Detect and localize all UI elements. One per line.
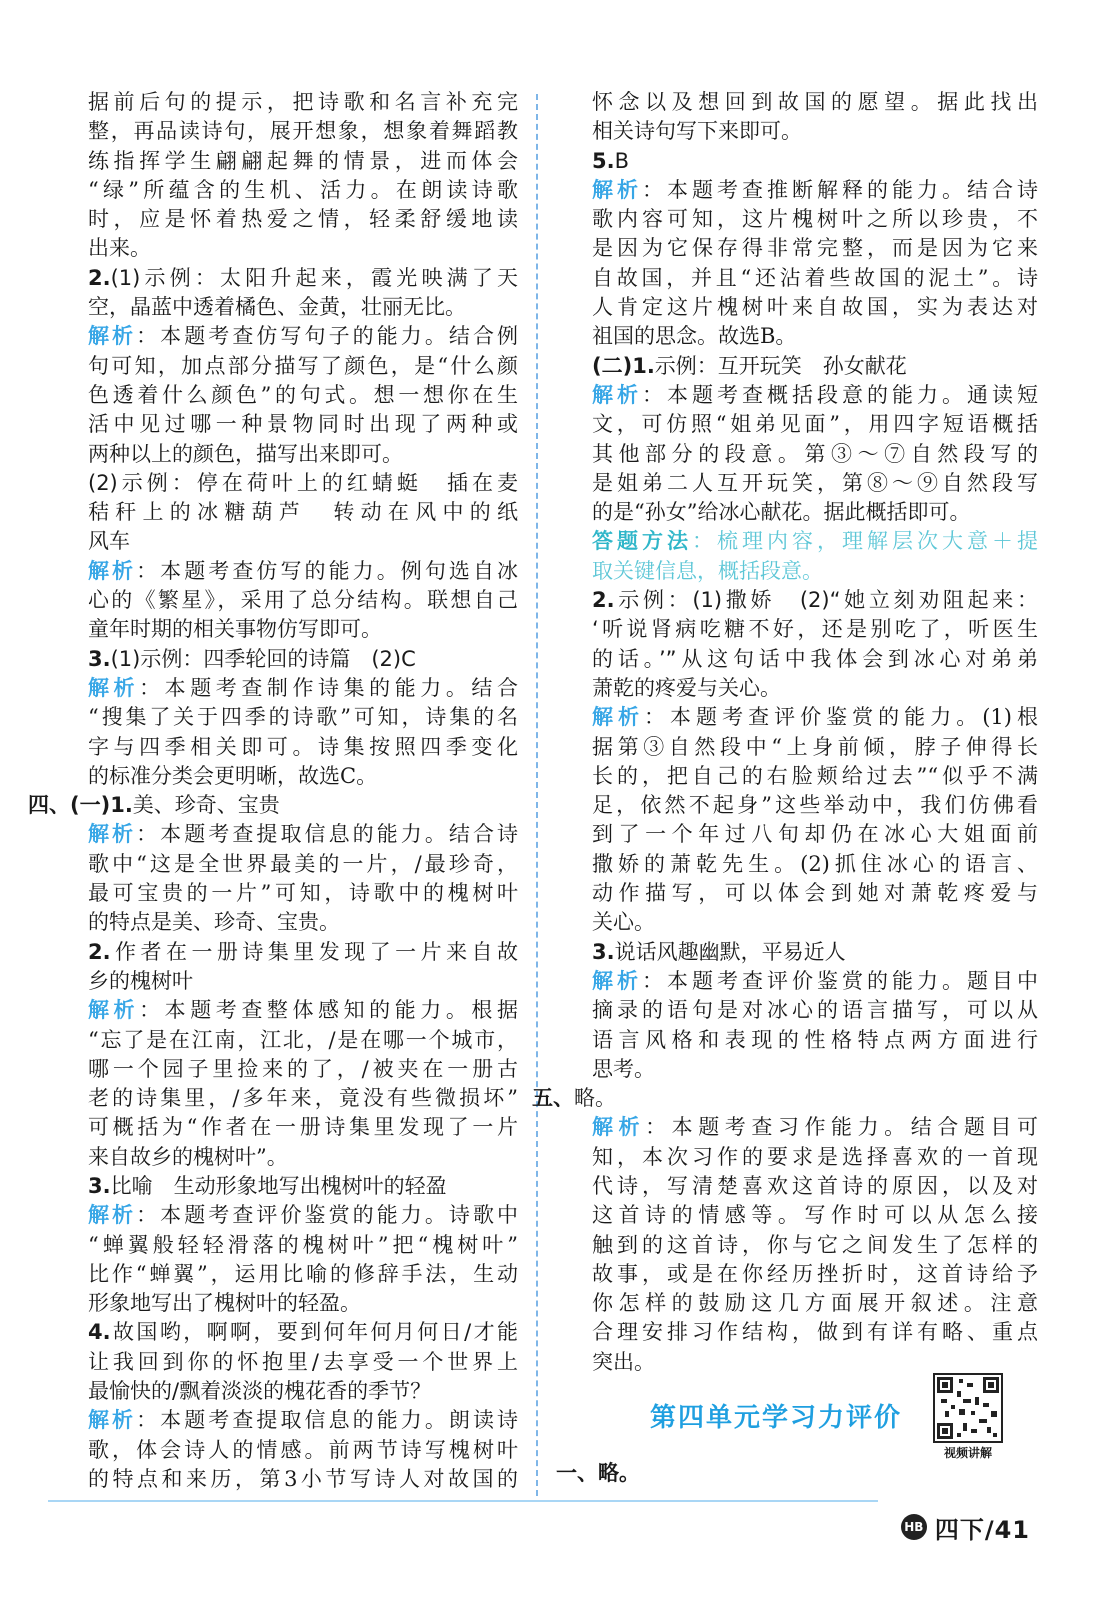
text-line xyxy=(56,820,518,849)
body-text: 活中见过哪一种景物同时出现了两种或 xyxy=(88,412,518,437)
text-line xyxy=(560,352,1038,381)
text-line xyxy=(56,117,518,146)
text-line xyxy=(560,586,1038,615)
text-line xyxy=(56,1465,518,1494)
answer-text: 空，晶蓝中透着橘色、金黄，壮丽无比。 xyxy=(88,295,466,320)
body-text: 的是“孙女”给冰心献花。据此概括即可。 xyxy=(592,500,971,525)
text-line xyxy=(56,147,518,176)
text-line xyxy=(560,527,1038,556)
body-text: 的特点是美、珍奇、宝贵。 xyxy=(88,910,340,935)
footer-rule xyxy=(48,1500,878,1502)
body-text: ：本题考查概括段意的能力。通读短 xyxy=(642,382,1038,407)
method-text: 取关键信息，概括段意。 xyxy=(592,558,823,583)
body-text: 比作“蝉翼”，运用比喻的修辞手法，生动 xyxy=(88,1261,518,1286)
answer-text: (1)示例：太阳升起来，霞光映满了天 xyxy=(110,265,518,290)
section-one-answer: 一、略。 xyxy=(556,1461,640,1485)
body-text: 祖国的思念。故选B。 xyxy=(592,324,797,349)
body-text: 歌中“这是全世界最美的一片，/最珍奇， xyxy=(88,851,518,876)
text-line xyxy=(56,967,518,996)
body-text: 文，可仿照“姐弟见面”，用四字短语概括 xyxy=(592,412,1038,437)
body-text: “忘了是在江南，江北，/是在哪一个城市， xyxy=(88,1027,518,1052)
body-text: 句可知，加点部分描写了颜色，是“什么颜 xyxy=(88,353,518,378)
text-line xyxy=(560,440,1038,469)
body-text: 突出。 xyxy=(592,1349,655,1374)
body-text: ：本题考查评价鉴赏的能力。诗歌中 xyxy=(136,1203,518,1228)
analysis-tag: 解析 xyxy=(592,705,645,730)
text-line xyxy=(56,996,518,1025)
text-line xyxy=(56,410,518,439)
text-line xyxy=(56,264,518,293)
left-column xyxy=(28,88,518,1494)
text-line xyxy=(56,703,518,732)
answer-text: 略。 xyxy=(574,1086,616,1111)
text-line xyxy=(56,1436,518,1465)
text-line xyxy=(560,762,1038,791)
body-text: 据第③自然段中“上身前倾，脖子伸得长 xyxy=(592,734,1038,759)
text-line xyxy=(56,469,518,498)
text-line xyxy=(56,674,518,703)
question-number: 5. xyxy=(592,148,615,173)
text-line xyxy=(560,1113,1038,1142)
text-line xyxy=(56,1318,518,1347)
body-text: ：本题考查评价鉴赏的能力。(1)根 xyxy=(644,705,1038,730)
body-text: 出来。 xyxy=(88,236,151,261)
body-text: 老的诗集里，/多年来，竟没有些微损坏” xyxy=(88,1086,518,1111)
page-footer xyxy=(901,1510,1030,1544)
analysis-tag: 解析 xyxy=(88,324,137,349)
text-line xyxy=(56,293,518,322)
text-line xyxy=(560,967,1038,996)
page-number: 四下/41 xyxy=(934,1515,1030,1544)
body-text: 思考。 xyxy=(592,1056,655,1081)
text-line xyxy=(56,1113,518,1142)
text-line xyxy=(56,1289,518,1318)
text-line xyxy=(532,1084,1038,1113)
body-text: 到了一个年过八旬却仍在冰心大姐面前 xyxy=(592,822,1038,847)
text-line xyxy=(56,557,518,586)
question-number: 3. xyxy=(88,1173,111,1198)
answer-text: 风车 xyxy=(88,529,130,554)
body-text: 歌，体会诗人的情感。前两节诗写槐树叶 xyxy=(88,1437,518,1462)
question-number: 3. xyxy=(88,646,111,671)
answer-text: 萧乾的疼爱与关心。 xyxy=(592,675,781,700)
text-line xyxy=(56,234,518,263)
answer-text: 美、珍奇、宝贵 xyxy=(132,793,280,818)
text-line xyxy=(560,498,1038,527)
answer-text: (2)示例：停在荷叶上的红蜻蜓 插在麦 xyxy=(88,470,518,495)
text-line xyxy=(56,938,518,967)
analysis-tag: 解析 xyxy=(592,382,642,407)
text-line xyxy=(560,469,1038,498)
section-heading: (二) xyxy=(592,353,633,378)
text-line xyxy=(56,381,518,410)
text-line xyxy=(56,586,518,615)
text-line xyxy=(560,674,1038,703)
body-text: 你怎样的鼓励这几方面展开叙述。注意 xyxy=(592,1291,1038,1316)
text-line xyxy=(560,996,1038,1025)
answer-text: ‘听说肾病吃糖不好，还是别吃了，听医生 xyxy=(592,617,1038,642)
text-line xyxy=(560,1055,1038,1084)
body-text: ：本题考查提取信息的能力。结合诗 xyxy=(136,822,518,847)
text-line xyxy=(56,205,518,234)
text-line xyxy=(56,440,518,469)
text-line xyxy=(56,1026,518,1055)
text-line xyxy=(56,1377,518,1406)
answer-text: 故国哟，啊啊，要到何年何月何日/才能 xyxy=(110,1320,518,1345)
text-line xyxy=(56,850,518,879)
text-line xyxy=(560,557,1038,586)
body-text: 触到的这首诗，你与它之间发生了怎样的 xyxy=(592,1232,1038,1257)
body-text: 摘录的语句是对冰心的语言描写，可以从 xyxy=(592,998,1038,1023)
analysis-tag: 解析 xyxy=(88,1203,137,1228)
text-line xyxy=(560,176,1038,205)
text-line xyxy=(560,88,1038,117)
text-line xyxy=(560,615,1038,644)
text-line xyxy=(28,791,518,820)
body-text: “蝉翼般轻轻滑落的槐树叶”把“槐树叶” xyxy=(88,1232,518,1257)
answer-text: 示例：(1)撒娇 (2)“她立刻劝阻起来： xyxy=(614,588,1038,613)
text-line xyxy=(560,1318,1038,1347)
body-text: 语言风格和表现的性格特点两方面进行 xyxy=(592,1027,1038,1052)
text-line xyxy=(560,1260,1038,1289)
column-divider xyxy=(536,94,538,1496)
body-text: 练指挥学生翩翩起舞的情景，进而体会 xyxy=(88,148,518,173)
text-line xyxy=(56,615,518,644)
text-line xyxy=(560,1172,1038,1201)
body-text: 是因为它保存得非常完整，而是因为它来 xyxy=(592,236,1038,261)
text-line xyxy=(560,908,1038,937)
body-text: 其他部分的段意。第③～⑦自然段写的 xyxy=(592,441,1038,466)
right-column xyxy=(532,88,1038,1377)
answer-text: 说话风趣幽默，平易近人 xyxy=(614,939,846,964)
text-line xyxy=(560,1231,1038,1260)
body-text: 色透着什么颜色”的句式。想一想你在生 xyxy=(88,382,518,407)
text-line xyxy=(560,645,1038,674)
text-line xyxy=(560,733,1038,762)
body-text: 心的《繁星》，采用了总分结构。联想自己 xyxy=(88,588,518,613)
analysis-tag: 解析 xyxy=(88,675,140,700)
body-text: 哪一个园子里捡来的了，/被夹在一册古 xyxy=(88,1056,518,1081)
body-text: 两种以上的颜色，描写出来即可。 xyxy=(88,441,403,466)
text-line xyxy=(56,645,518,674)
body-text: 这首诗的情感等。写作时可以从怎么接 xyxy=(592,1203,1038,1228)
body-text: 撒娇的萧乾先生。(2)抓住冰心的语言、 xyxy=(592,851,1038,876)
question-number: 1. xyxy=(632,353,655,378)
text-line xyxy=(560,234,1038,263)
text-line xyxy=(56,1201,518,1230)
text-line xyxy=(56,1231,518,1260)
body-text: 合理安排习作结构，做到有详有略、重点 xyxy=(592,1320,1038,1345)
text-line xyxy=(56,1143,518,1172)
text-line xyxy=(56,1406,518,1435)
analysis-tag: 解析 xyxy=(88,558,137,583)
body-text: 代诗，写清楚喜欢这首诗的原因，以及对 xyxy=(592,1173,1038,1198)
text-line xyxy=(56,1260,518,1289)
body-text: ：本题考查提取信息的能力。朗读诗 xyxy=(136,1408,518,1433)
body-text: 足，依然不起身”这些举动中，我们仿佛看 xyxy=(592,793,1038,818)
question-number: 2. xyxy=(88,939,111,964)
text-line xyxy=(560,879,1038,908)
body-text: 形象地写出了槐树叶的轻盈。 xyxy=(88,1291,361,1316)
body-text: 的特点和来历，第3小节写诗人对故国的 xyxy=(88,1466,518,1491)
text-line xyxy=(560,703,1038,732)
text-line xyxy=(56,762,518,791)
body-text: ：本题考查推断解释的能力。结合诗 xyxy=(642,177,1038,202)
answer-text: 最愉快的/飘着淡淡的槐花香的季节？ xyxy=(88,1379,432,1404)
text-line xyxy=(56,498,518,527)
text-line xyxy=(560,381,1038,410)
text-line xyxy=(560,1026,1038,1055)
text-line xyxy=(56,908,518,937)
text-line xyxy=(560,205,1038,234)
text-line xyxy=(560,850,1038,879)
text-line xyxy=(56,733,518,762)
section-heading: 五、 xyxy=(532,1086,574,1111)
text-line xyxy=(56,88,518,117)
body-text: 歌内容可知，这片槐树叶之所以珍贵，不 xyxy=(592,207,1038,232)
body-text: ：本题考查评价鉴赏的能力。题目中 xyxy=(642,968,1038,993)
body-text: 怀念以及想回到故国的愿望。据此找出 xyxy=(592,90,1038,114)
analysis-tag: 解析 xyxy=(592,1115,646,1140)
body-text: “搜集了关于四季的诗歌”可知，诗集的名 xyxy=(88,705,518,730)
text-line xyxy=(56,176,518,205)
answer-text: 作者在一册诗集里发现了一片来自故 xyxy=(110,939,518,964)
body-text: 的标准分类会更明晰，故选C。 xyxy=(88,763,378,788)
text-line xyxy=(56,1055,518,1084)
section-heading: 四、(一) xyxy=(28,793,111,818)
body-text: “绿”所蕴含的生机、活力。在朗读诗歌 xyxy=(88,177,518,202)
body-text: ：本题考查制作诗集的能力。结合 xyxy=(139,675,518,700)
body-text: 可概括为“作者在一册诗集里发现了一片 xyxy=(88,1115,518,1140)
text-line xyxy=(560,1143,1038,1172)
body-text: ：本题考查仿写句子的能力。结合例 xyxy=(136,324,518,349)
text-line xyxy=(560,293,1038,322)
analysis-tag: 解析 xyxy=(592,177,642,202)
edition-badge-icon: HB xyxy=(901,1514,927,1540)
text-line xyxy=(560,1289,1038,1318)
answer-text: B xyxy=(614,148,630,173)
text-line xyxy=(56,879,518,908)
qr-code-icon[interactable] xyxy=(933,1373,1003,1443)
analysis-tag: 解析 xyxy=(88,1408,137,1433)
text-line xyxy=(560,1201,1038,1230)
answer-text: 乡的槐树叶 xyxy=(88,968,193,993)
body-text: 知，本次习作的要求是选择喜欢的一首现 xyxy=(592,1144,1038,1169)
analysis-tag: 解析 xyxy=(88,998,140,1023)
qr-code-graphic xyxy=(935,1375,1001,1441)
method-text: ：梳理内容，理解层次大意＋提 xyxy=(692,529,1038,554)
answer-text: 秸秆上的冰糖葫芦 转动在风中的纸 xyxy=(88,500,518,525)
body-text: ：本题考查整体感知的能力。根据 xyxy=(139,998,518,1023)
question-number: 2. xyxy=(592,588,615,613)
body-text: 据前后句的提示，把诗歌和名言补充完 xyxy=(88,90,518,114)
text-line xyxy=(56,352,518,381)
answer-text: 示例：互开玩笑 孙女献花 xyxy=(654,353,907,378)
qr-label: 视频讲解 xyxy=(943,1446,992,1460)
text-line xyxy=(560,147,1038,176)
text-line xyxy=(560,264,1038,293)
body-text: 最可宝贵的一片”可知，诗歌中的槐树叶 xyxy=(88,881,518,906)
text-line xyxy=(56,322,518,351)
text-line xyxy=(56,527,518,556)
question-number: 3. xyxy=(592,939,615,964)
body-text: ：本题考查仿写的能力。例句选自冰 xyxy=(136,558,518,583)
body-text: 是姐弟二人互开玩笑，第⑧～⑨自然段写 xyxy=(592,470,1038,495)
text-line xyxy=(560,410,1038,439)
body-text: 动作描写，可以体会到她对萧乾疼爱与 xyxy=(592,881,1038,906)
body-text: 整，再品读诗句，展开想象，想象着舞蹈教 xyxy=(88,119,518,144)
body-text: 相关诗句写下来即可。 xyxy=(592,119,802,144)
text-line xyxy=(560,791,1038,820)
answer-text: 的话。’”从这句话中我体会到冰心对弟弟 xyxy=(592,646,1038,671)
body-text: 来自故乡的槐树叶”。 xyxy=(88,1144,288,1169)
analysis-tag: 解析 xyxy=(592,968,642,993)
body-text: 长的，把自己的右脸颊给过去”“似乎不满 xyxy=(592,763,1038,788)
text-line xyxy=(56,1348,518,1377)
text-line xyxy=(56,1084,518,1113)
text-line xyxy=(560,820,1038,849)
unit-title: 第四单元学习力评价 xyxy=(650,1403,903,1433)
text-line xyxy=(560,938,1038,967)
body-text: 字与四季相关即可。诗集按照四季变化 xyxy=(88,734,518,759)
question-number: 2. xyxy=(88,265,111,290)
method-tag: 答题方法 xyxy=(592,529,692,554)
body-text: 故事，或是在你经历挫折时，这首诗给予 xyxy=(592,1261,1038,1286)
body-text: 关心。 xyxy=(592,910,655,935)
text-line xyxy=(560,322,1038,351)
body-text: 人肯定这片槐树叶来自故国，实为表达对 xyxy=(592,295,1038,320)
body-text: 童年时期的相关事物仿写即可。 xyxy=(88,617,382,642)
text-line xyxy=(560,117,1038,146)
body-text: 自故国，并且“还沾着些故国的泥土”。诗 xyxy=(592,265,1038,290)
body-text: ：本题考查习作能力。结合题目可 xyxy=(645,1115,1038,1140)
question-number: 1. xyxy=(110,793,133,818)
analysis-tag: 解析 xyxy=(88,822,137,847)
body-text: 时，应是怀着热爱之情，轻柔舒缓地读 xyxy=(88,207,518,232)
answer-text: 比喻 生动形象地写出槐树叶的轻盈 xyxy=(110,1173,447,1198)
answer-text: 让我回到你的怀抱里/去享受一个世界上 xyxy=(88,1349,518,1374)
text-line xyxy=(56,1172,518,1201)
question-number: 4. xyxy=(88,1320,111,1345)
answer-text: (1)示例：四季轮回的诗篇 (2)C xyxy=(110,646,416,671)
